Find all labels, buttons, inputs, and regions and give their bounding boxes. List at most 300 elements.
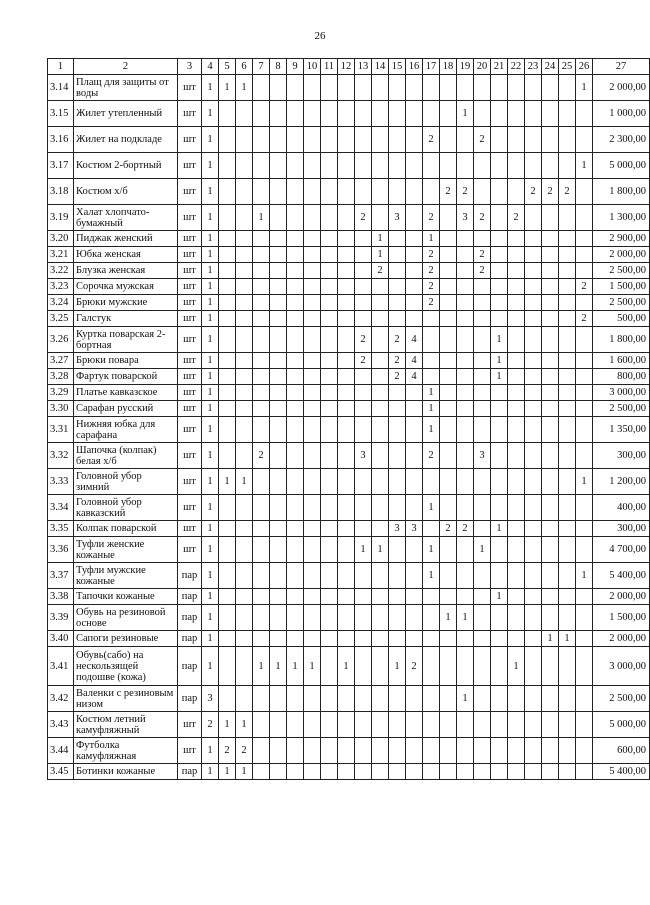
quantity-cell-col-22: [508, 311, 525, 327]
quantity-cell-col-9: [287, 295, 304, 311]
item-name: Ботинки кожаные: [74, 764, 178, 780]
quantity-cell-col-16: [406, 385, 423, 401]
column-header-8: 8: [270, 59, 287, 75]
quantity-cell-col-9: [287, 205, 304, 231]
quantity-cell-col-22: [508, 127, 525, 153]
quantity-cell-col-16: [406, 712, 423, 738]
quantity-cell-col-22: [508, 631, 525, 647]
item-price: 300,00: [593, 443, 650, 469]
quantity-cell-col-21: [491, 127, 508, 153]
item-number: 3.39: [48, 605, 74, 631]
quantity-cell-col-8: [270, 764, 287, 780]
column-header-12: 12: [338, 59, 355, 75]
quantity-cell-col-15: [389, 153, 406, 179]
item-number: 3.32: [48, 443, 74, 469]
column-header-27: 27: [593, 59, 650, 75]
quantity-cell-col-14: [372, 417, 389, 443]
quantity-cell-col-13: 2: [355, 353, 372, 369]
column-header-13: 13: [355, 59, 372, 75]
quantity-cell-col-7: [253, 327, 270, 353]
quantity-cell-col-20: [474, 631, 491, 647]
quantity-cell-col-17: [423, 327, 440, 353]
quantity-cell-col-12: [338, 764, 355, 780]
quantity-cell-col-10: [304, 385, 321, 401]
quantity-cell-col-7: 1: [253, 647, 270, 686]
item-price: 2 500,00: [593, 686, 650, 712]
quantity-cell-col-25: [559, 279, 576, 295]
quantity-cell-col-4: 1: [202, 589, 219, 605]
quantity-cell-col-11: [321, 647, 338, 686]
quantity-cell-col-17: 1: [423, 563, 440, 589]
item-number: 3.28: [48, 369, 74, 385]
quantity-cell-col-25: [559, 153, 576, 179]
quantity-cell-col-5: [219, 179, 236, 205]
quantity-cell-col-23: [525, 75, 542, 101]
column-header-25: 25: [559, 59, 576, 75]
quantity-cell-col-26: [576, 295, 593, 311]
column-header-6: 6: [236, 59, 253, 75]
table-row: [48, 647, 650, 686]
quantity-cell-col-14: [372, 686, 389, 712]
quantity-cell-col-13: [355, 247, 372, 263]
quantity-cell-col-17: [423, 75, 440, 101]
quantity-cell-col-6: [236, 327, 253, 353]
quantity-cell-col-9: [287, 537, 304, 563]
item-name: Жилет на подкладе: [74, 127, 178, 153]
quantity-cell-col-22: [508, 327, 525, 353]
quantity-cell-col-20: [474, 563, 491, 589]
quantity-cell-col-8: [270, 369, 287, 385]
quantity-cell-col-9: [287, 605, 304, 631]
quantity-cell-col-11: [321, 369, 338, 385]
quantity-cell-col-12: [338, 101, 355, 127]
quantity-cell-col-19: [457, 563, 474, 589]
quantity-cell-col-12: [338, 75, 355, 101]
quantity-cell-col-20: [474, 738, 491, 764]
item-number: 3.37: [48, 563, 74, 589]
quantity-cell-col-12: [338, 686, 355, 712]
quantity-cell-col-16: [406, 495, 423, 521]
quantity-cell-col-21: [491, 75, 508, 101]
quantity-cell-col-13: [355, 469, 372, 495]
item-number: 3.24: [48, 295, 74, 311]
quantity-cell-col-12: [338, 231, 355, 247]
item-price: 1 800,00: [593, 327, 650, 353]
quantity-cell-col-13: [355, 263, 372, 279]
quantity-cell-col-10: [304, 521, 321, 537]
quantity-cell-col-13: [355, 589, 372, 605]
quantity-cell-col-11: [321, 563, 338, 589]
quantity-cell-col-23: [525, 764, 542, 780]
quantity-cell-col-21: [491, 537, 508, 563]
column-header-18: 18: [440, 59, 457, 75]
item-unit: пар: [178, 686, 202, 712]
table-row: [48, 537, 650, 563]
quantity-cell-col-24: [542, 589, 559, 605]
quantity-cell-col-17: [423, 686, 440, 712]
quantity-cell-col-10: [304, 686, 321, 712]
quantity-cell-col-7: [253, 247, 270, 263]
quantity-cell-col-5: [219, 369, 236, 385]
quantity-cell-col-25: [559, 764, 576, 780]
quantity-cell-col-16: [406, 75, 423, 101]
table-row: [48, 605, 650, 631]
quantity-cell-col-8: [270, 205, 287, 231]
quantity-cell-col-13: [355, 764, 372, 780]
quantity-cell-col-14: [372, 385, 389, 401]
item-price: 2 500,00: [593, 295, 650, 311]
quantity-cell-col-16: [406, 247, 423, 263]
item-name: Блузка женская: [74, 263, 178, 279]
quantity-cell-col-11: [321, 686, 338, 712]
quantity-cell-col-7: [253, 605, 270, 631]
quantity-cell-col-8: [270, 589, 287, 605]
quantity-cell-col-8: [270, 327, 287, 353]
quantity-cell-col-24: [542, 353, 559, 369]
quantity-cell-col-25: [559, 469, 576, 495]
quantity-cell-col-14: 1: [372, 537, 389, 563]
item-name: Головной убор кавказский: [74, 495, 178, 521]
quantity-cell-col-11: [321, 353, 338, 369]
quantity-cell-col-14: [372, 295, 389, 311]
quantity-cell-col-14: [372, 712, 389, 738]
quantity-cell-col-25: [559, 686, 576, 712]
quantity-cell-col-23: [525, 369, 542, 385]
item-price: 4 700,00: [593, 537, 650, 563]
quantity-cell-col-4: 1: [202, 327, 219, 353]
quantity-cell-col-8: [270, 401, 287, 417]
quantity-cell-col-7: [253, 401, 270, 417]
quantity-cell-col-10: [304, 231, 321, 247]
quantity-cell-col-20: [474, 417, 491, 443]
quantity-cell-col-25: [559, 537, 576, 563]
quantity-cell-col-25: [559, 295, 576, 311]
quantity-cell-col-4: 1: [202, 631, 219, 647]
quantity-cell-col-21: 1: [491, 589, 508, 605]
quantity-cell-col-23: [525, 231, 542, 247]
quantity-cell-col-19: [457, 327, 474, 353]
quantity-cell-col-21: [491, 417, 508, 443]
quantity-cell-col-14: [372, 369, 389, 385]
quantity-cell-col-21: [491, 385, 508, 401]
quantity-cell-col-4: 1: [202, 417, 219, 443]
column-header-14: 14: [372, 59, 389, 75]
quantity-cell-col-19: [457, 537, 474, 563]
quantity-cell-col-6: 2: [236, 738, 253, 764]
quantity-cell-col-25: [559, 417, 576, 443]
quantity-cell-col-16: [406, 127, 423, 153]
quantity-cell-col-15: [389, 738, 406, 764]
quantity-cell-col-9: [287, 353, 304, 369]
quantity-cell-col-14: 1: [372, 231, 389, 247]
quantity-cell-col-5: [219, 263, 236, 279]
quantity-cell-col-10: [304, 605, 321, 631]
quantity-cell-col-19: 3: [457, 205, 474, 231]
quantity-cell-col-9: [287, 385, 304, 401]
quantity-cell-col-5: 1: [219, 75, 236, 101]
quantity-cell-col-12: [338, 327, 355, 353]
item-name: Обувь(сабо) на нескользящей подошве (кожа): [74, 647, 178, 686]
quantity-cell-col-16: [406, 764, 423, 780]
quantity-cell-col-13: [355, 295, 372, 311]
quantity-cell-col-8: [270, 521, 287, 537]
table-row: [48, 263, 650, 279]
quantity-cell-col-11: [321, 279, 338, 295]
quantity-cell-col-18: [440, 153, 457, 179]
quantity-cell-col-10: [304, 589, 321, 605]
quantity-cell-col-22: [508, 605, 525, 631]
quantity-cell-col-25: [559, 495, 576, 521]
column-header-26: 26: [576, 59, 593, 75]
quantity-cell-col-23: [525, 295, 542, 311]
quantity-cell-col-21: [491, 401, 508, 417]
quantity-cell-col-5: 1: [219, 469, 236, 495]
quantity-cell-col-23: [525, 153, 542, 179]
quantity-cell-col-24: [542, 127, 559, 153]
quantity-cell-col-22: [508, 153, 525, 179]
column-header-5: 5: [219, 59, 236, 75]
quantity-cell-col-8: [270, 605, 287, 631]
quantity-cell-col-13: [355, 75, 372, 101]
item-price: 5 000,00: [593, 153, 650, 179]
quantity-cell-col-16: 3: [406, 521, 423, 537]
quantity-cell-col-17: 2: [423, 295, 440, 311]
quantity-cell-col-19: [457, 279, 474, 295]
quantity-cell-col-24: [542, 537, 559, 563]
quantity-cell-col-12: [338, 495, 355, 521]
quantity-cell-col-7: [253, 385, 270, 401]
quantity-cell-col-12: [338, 605, 355, 631]
quantity-cell-col-16: [406, 311, 423, 327]
quantity-cell-col-6: [236, 589, 253, 605]
quantity-cell-col-23: [525, 521, 542, 537]
quantity-cell-col-8: [270, 311, 287, 327]
quantity-cell-col-15: 2: [389, 327, 406, 353]
quantity-cell-col-13: [355, 101, 372, 127]
quantity-cell-col-18: [440, 631, 457, 647]
quantity-cell-col-6: [236, 605, 253, 631]
quantity-cell-col-7: 1: [253, 205, 270, 231]
quantity-cell-col-19: [457, 75, 474, 101]
quantity-cell-col-11: [321, 443, 338, 469]
quantity-cell-col-24: [542, 647, 559, 686]
quantity-cell-col-15: [389, 279, 406, 295]
quantity-cell-col-4: 1: [202, 311, 219, 327]
quantity-cell-col-19: [457, 295, 474, 311]
quantity-cell-col-6: 1: [236, 75, 253, 101]
quantity-cell-col-23: [525, 279, 542, 295]
quantity-cell-col-24: [542, 385, 559, 401]
quantity-cell-col-13: 2: [355, 205, 372, 231]
quantity-cell-col-23: [525, 205, 542, 231]
quantity-cell-col-4: 1: [202, 537, 219, 563]
quantity-cell-col-9: [287, 469, 304, 495]
quantity-cell-col-13: [355, 738, 372, 764]
quantity-cell-col-22: [508, 563, 525, 589]
quantity-cell-col-5: [219, 327, 236, 353]
quantity-cell-col-7: [253, 279, 270, 295]
quantity-cell-col-22: [508, 401, 525, 417]
table-row: [48, 495, 650, 521]
quantity-cell-col-15: [389, 495, 406, 521]
quantity-cell-col-20: [474, 179, 491, 205]
quantity-cell-col-16: [406, 401, 423, 417]
quantity-cell-col-7: [253, 495, 270, 521]
quantity-cell-col-16: 4: [406, 353, 423, 369]
quantity-cell-col-9: [287, 521, 304, 537]
quantity-cell-col-24: [542, 205, 559, 231]
quantity-cell-col-18: [440, 589, 457, 605]
quantity-cell-col-5: [219, 205, 236, 231]
quantity-cell-col-24: [542, 521, 559, 537]
quantity-cell-col-14: 1: [372, 247, 389, 263]
quantity-cell-col-12: [338, 279, 355, 295]
quantity-cell-col-18: [440, 75, 457, 101]
quantity-cell-col-14: [372, 647, 389, 686]
quantity-cell-col-21: [491, 205, 508, 231]
quantity-cell-col-5: [219, 495, 236, 521]
item-price: 300,00: [593, 521, 650, 537]
quantity-cell-col-26: [576, 589, 593, 605]
item-price: 5 400,00: [593, 764, 650, 780]
quantity-cell-col-12: [338, 417, 355, 443]
quantity-cell-col-8: [270, 469, 287, 495]
item-name: Фартук поварской: [74, 369, 178, 385]
quantity-cell-col-25: [559, 247, 576, 263]
item-number: 3.25: [48, 311, 74, 327]
quantity-cell-col-11: [321, 401, 338, 417]
quantity-cell-col-24: [542, 231, 559, 247]
item-unit: шт: [178, 469, 202, 495]
quantity-cell-col-8: [270, 385, 287, 401]
quantity-cell-col-12: [338, 443, 355, 469]
quantity-cell-col-15: 2: [389, 353, 406, 369]
quantity-cell-col-4: 1: [202, 231, 219, 247]
quantity-cell-col-14: [372, 469, 389, 495]
quantity-cell-col-7: [253, 764, 270, 780]
quantity-cell-col-21: [491, 231, 508, 247]
quantity-cell-col-21: [491, 738, 508, 764]
quantity-cell-col-5: [219, 537, 236, 563]
item-name: Обувь на резиновой основе: [74, 605, 178, 631]
quantity-cell-col-6: [236, 279, 253, 295]
quantity-cell-col-9: [287, 311, 304, 327]
quantity-cell-col-16: [406, 469, 423, 495]
quantity-cell-col-23: [525, 712, 542, 738]
quantity-cell-col-25: [559, 327, 576, 353]
quantity-cell-col-4: 1: [202, 153, 219, 179]
item-number: 3.26: [48, 327, 74, 353]
item-name: Пиджак женский: [74, 231, 178, 247]
quantity-cell-col-13: [355, 179, 372, 205]
item-unit: шт: [178, 521, 202, 537]
quantity-cell-col-4: 1: [202, 443, 219, 469]
quantity-cell-col-25: 2: [559, 179, 576, 205]
quantity-cell-col-6: [236, 385, 253, 401]
quantity-cell-col-24: [542, 311, 559, 327]
quantity-cell-col-23: [525, 311, 542, 327]
item-name: Костюм летний камуфляжный: [74, 712, 178, 738]
table-row: [48, 353, 650, 369]
quantity-cell-col-26: [576, 605, 593, 631]
quantity-cell-col-8: [270, 631, 287, 647]
item-unit: шт: [178, 263, 202, 279]
quantity-cell-col-6: [236, 369, 253, 385]
quantity-cell-col-8: [270, 127, 287, 153]
quantity-cell-col-7: [253, 686, 270, 712]
quantity-cell-col-24: [542, 369, 559, 385]
quantity-cell-col-15: [389, 231, 406, 247]
quantity-cell-col-5: [219, 401, 236, 417]
quantity-cell-col-20: [474, 521, 491, 537]
quantity-cell-col-14: [372, 279, 389, 295]
quantity-cell-col-6: [236, 537, 253, 563]
quantity-cell-col-15: [389, 295, 406, 311]
quantity-cell-col-23: [525, 443, 542, 469]
quantity-cell-col-12: [338, 469, 355, 495]
quantity-cell-col-6: [236, 495, 253, 521]
quantity-cell-col-5: [219, 417, 236, 443]
quantity-cell-col-17: 2: [423, 279, 440, 295]
quantity-cell-col-24: [542, 443, 559, 469]
quantity-cell-col-11: [321, 127, 338, 153]
quantity-cell-col-23: [525, 327, 542, 353]
quantity-cell-col-26: [576, 712, 593, 738]
quantity-cell-col-14: [372, 101, 389, 127]
quantity-cell-col-25: [559, 75, 576, 101]
column-header-20: 20: [474, 59, 491, 75]
quantity-cell-col-23: [525, 469, 542, 495]
quantity-cell-col-4: 1: [202, 369, 219, 385]
item-name: Головной убор зимний: [74, 469, 178, 495]
quantity-cell-col-26: [576, 764, 593, 780]
quantity-cell-col-17: 2: [423, 247, 440, 263]
quantity-cell-col-7: [253, 712, 270, 738]
quantity-cell-col-14: [372, 75, 389, 101]
quantity-cell-col-23: [525, 537, 542, 563]
item-name: Шапочка (колпак) белая х/б: [74, 443, 178, 469]
quantity-cell-col-20: 2: [474, 247, 491, 263]
quantity-cell-col-4: 1: [202, 205, 219, 231]
item-name: Тапочки кожаные: [74, 589, 178, 605]
quantity-cell-col-18: [440, 369, 457, 385]
quantity-cell-col-4: 1: [202, 605, 219, 631]
quantity-cell-col-14: [372, 443, 389, 469]
quantity-cell-col-13: [355, 417, 372, 443]
quantity-cell-col-24: [542, 101, 559, 127]
quantity-cell-col-15: 3: [389, 521, 406, 537]
quantity-cell-col-13: [355, 647, 372, 686]
quantity-cell-col-24: [542, 75, 559, 101]
quantity-cell-col-16: [406, 263, 423, 279]
quantity-cell-col-8: [270, 495, 287, 521]
quantity-cell-col-17: [423, 605, 440, 631]
quantity-cell-col-8: [270, 231, 287, 247]
item-name: Туфли мужские кожаные: [74, 563, 178, 589]
quantity-cell-col-16: [406, 417, 423, 443]
item-number: 3.18: [48, 179, 74, 205]
quantity-cell-col-17: [423, 631, 440, 647]
item-price: 2 500,00: [593, 401, 650, 417]
quantity-cell-col-7: [253, 563, 270, 589]
quantity-cell-col-4: 1: [202, 263, 219, 279]
column-header-24: 24: [542, 59, 559, 75]
quantity-cell-col-23: [525, 401, 542, 417]
quantity-cell-col-25: [559, 263, 576, 279]
quantity-cell-col-7: [253, 417, 270, 443]
quantity-cell-col-9: [287, 127, 304, 153]
quantity-cell-col-18: [440, 537, 457, 563]
